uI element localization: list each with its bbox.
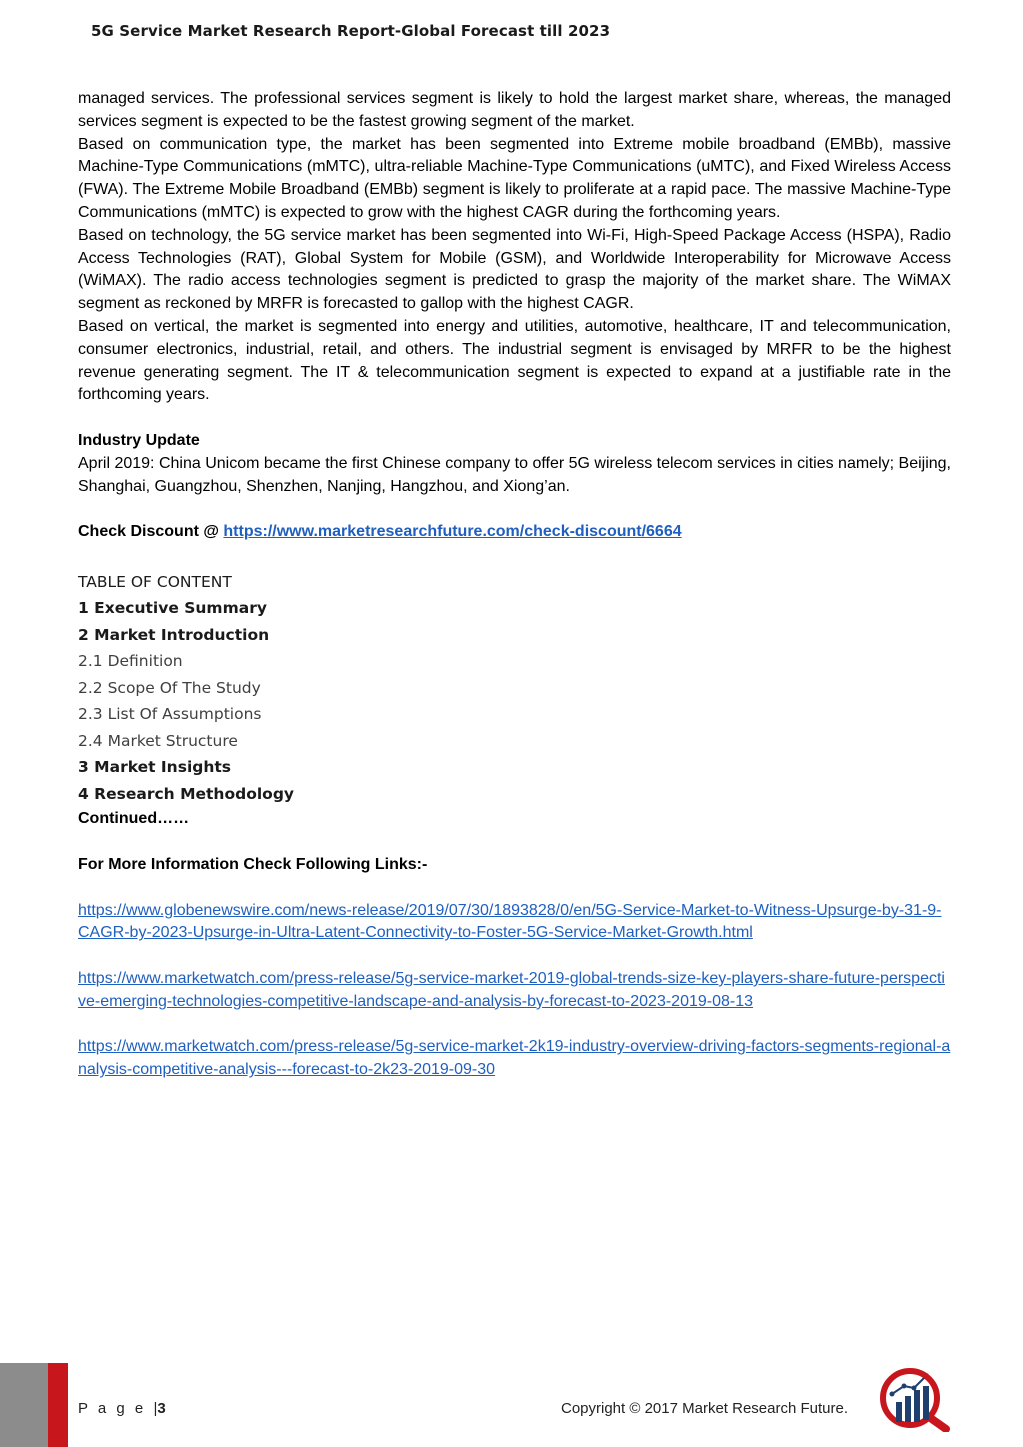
- toc-item: 2.3 List Of Assumptions: [78, 705, 262, 724]
- toc-list: [78, 595, 951, 807]
- toc-continued: Continued……: [78, 810, 190, 828]
- market-research-future-logo-icon: [876, 1366, 952, 1432]
- industry-update-text: April 2019: China Unicom became the first Chinese company to offer 5G wireless telecom services in cities namely; Beijing, Shanghai, Guangzhou, Shenzhen, Nanjing, Hangzhou, and Xiong’an.: [78, 454, 951, 495]
- reference-link-globenewswire[interactable]: https://www.globenewswire.com/news-release/2019/07/30/1893828/0/en/5G-Service-Market-to-Witness-Upsurge-by-31-9-CAGR-by-2023-Upsurge-in-Ultra-Latent-Connectivity-to-Foster-5G-Service-Market-Growth.html: [78, 901, 942, 942]
- spacer: [78, 407, 951, 430]
- page-separator: |: [153, 1400, 158, 1417]
- page-number: 3: [157, 1400, 166, 1417]
- page-number-label: [78, 1400, 166, 1417]
- toc-item: 3 Market Insights: [78, 758, 232, 777]
- paragraph-managed-services: managed services. The professional services segment is likely to hold the largest market share, whereas, the managed services segment is expected to be the fastest growing segment of the market.: [78, 90, 951, 130]
- spacer: [78, 1014, 951, 1037]
- spacer: [78, 945, 951, 968]
- page-label-text: P a g e: [78, 1400, 147, 1417]
- footer-accent-gray: [0, 1363, 48, 1447]
- spacer: [78, 831, 951, 854]
- paragraph-vertical: Based on vertical, the market is segmented into energy and utilities, automotive, healthcare, IT and telecommunication, consumer electronics, industrial, retail, and others. The industrial segment is envisaged by MRFR to be the highest revenue generating segment. The IT & telecommunication segment is expected to expand at a justifiable rate in the forthcoming years.: [78, 317, 951, 404]
- toc-item: 2.4 Market Structure: [78, 731, 238, 750]
- toc-item: 2.1 Definition: [78, 652, 183, 671]
- toc-item: 4 Research Methodology: [78, 784, 295, 803]
- document-header-title: 5G Service Market Research Report-Global Forecast till 2023: [91, 22, 611, 40]
- toc-title: TABLE OF CONTENT: [78, 572, 232, 591]
- toc-item: 1 Executive Summary: [78, 599, 267, 618]
- reference-links: [78, 900, 951, 1082]
- reference-link-marketwatch-2[interactable]: https://www.marketwatch.com/press-release/5g-service-market-2k19-industry-overview-driving-factors-segments-regional-analysis-competitive-analysis---forecast-to-2k23-2019-09-30: [78, 1038, 951, 1079]
- document-body: [78, 88, 951, 1082]
- copyright-text: Copyright © 2017 Market Research Future.: [561, 1400, 849, 1417]
- industry-update-heading: Industry Update: [78, 431, 200, 449]
- reference-link-marketwatch-1[interactable]: https://www.marketwatch.com/press-release/5g-service-market-2019-global-trends-size-key-players-share-future-perspective-emerging-technologies-competitive-landscape-and-analysis-by-forecast-to-2023-2019-08-13: [78, 970, 945, 1010]
- check-discount-line: [78, 521, 951, 544]
- spacer: [78, 498, 951, 521]
- toc-item: 2.2 Scope Of The Study: [78, 678, 261, 697]
- spacer: [78, 877, 951, 900]
- check-discount-label: Check Discount @: [78, 523, 224, 541]
- check-discount-link[interactable]: https://www.marketresearchfuture.com/check-discount/6664: [223, 523, 682, 541]
- toc-item: 2 Market Introduction: [78, 625, 270, 644]
- paragraph-communication-type: Based on communication type, the market has been segmented into Extreme mobile broadband (EMBb), massive Machine-Type Communications (mMTC), ultra-reliable Machine-Type Communications (uMTC), and Fixed Wireless Access (FWA). The Extreme Mobile Broadband (EMBb) segment is likely to proliferate at a rapid pace. The massive Machine-Type Communications (mMTC) is expected to grow with the highest CAGR during the forthcoming years.: [78, 135, 951, 221]
- footer-accent-red: [48, 1363, 68, 1447]
- more-info-heading: For More Information Check Following Links:-: [78, 856, 428, 874]
- paragraph-technology: Based on technology, the 5G service market has been segmented into Wi-Fi, High-Speed Package Access (HSPA), Radio Access Technologies (RAT), Global System for Mobile (GSM), and Worldwide Interoperability for Microwave Access (WiMAX). The radio access technologies segment is predicted to grasp the majority of the market share. The WiMAX segment as reckoned by MRFR is forecasted to gallop with the highest CAGR.: [78, 226, 951, 313]
- spacer: [78, 544, 951, 567]
